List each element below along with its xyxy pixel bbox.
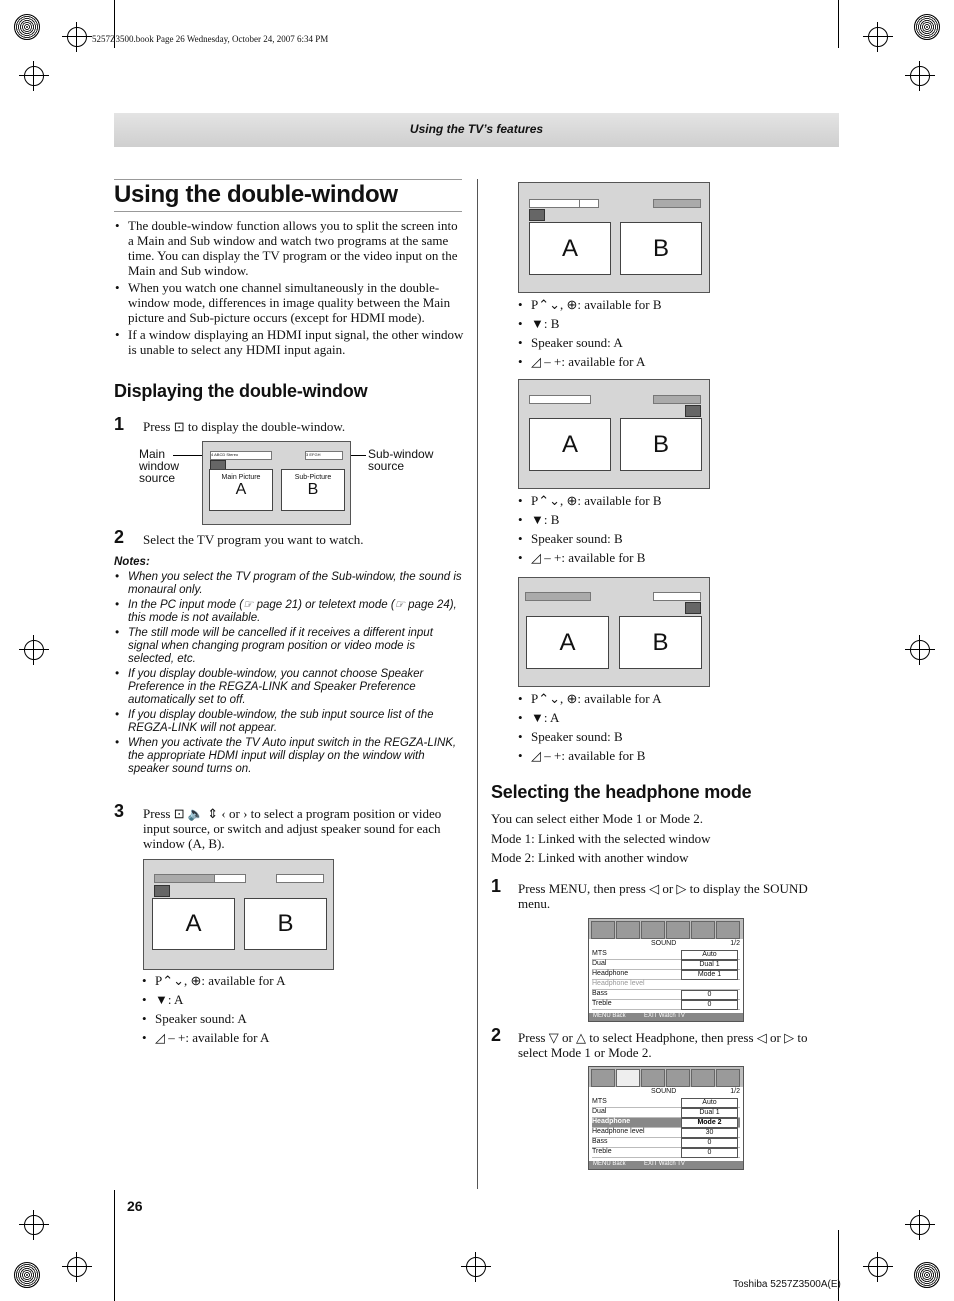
menu-icon-strip — [589, 919, 743, 939]
file-info-line: 5257Z3500.book Page 26 Wednesday, October 24, 2007 6:34 PM — [92, 34, 329, 44]
case-list — [517, 690, 837, 766]
menu-row[interactable]: Treble 0 — [592, 1148, 740, 1158]
page-title: Using the double-window — [114, 181, 398, 208]
main-source-bar — [154, 874, 216, 883]
case-item: • ▼: A — [141, 991, 461, 1008]
registration-disc — [14, 14, 40, 40]
case-list — [517, 296, 837, 372]
case-item: • P⌃⌄, ⊕: available for B — [517, 296, 837, 313]
step-number: 1 — [114, 414, 125, 434]
intro-item: • If a window displaying an HDMI input signal, the other window is unable to select any HDMI input again. — [114, 327, 464, 357]
menu-back-label[interactable]: MENU Back — [593, 1013, 626, 1019]
function-icon — [666, 921, 690, 939]
step-number: 1 — [491, 876, 502, 896]
window-b: B — [244, 898, 327, 950]
sound-icon — [616, 1069, 640, 1087]
notes-list — [114, 571, 464, 778]
step-text: Press ⊡ 🔈 ⇕ ‹ or › to select a program position or video input source, or switch and adjust speaker sound for each window (A, B). — [143, 806, 442, 851]
case-item: • ◿ – +: available for A — [141, 1029, 461, 1046]
intro-item: • When you watch one channel simultaneously in the double-window mode, differences in image quality between the Main picture and Sub-picture occurs (except for HDMI mode). — [114, 280, 464, 325]
speaker-icon — [154, 885, 170, 897]
sub-picture — [281, 469, 345, 511]
callout-main-source: Main window source — [139, 447, 180, 485]
registration-mark — [910, 66, 930, 86]
menu-footer — [589, 1161, 743, 1169]
step-text: Select the TV program you want to watch. — [143, 532, 364, 547]
registration-disc — [914, 14, 940, 40]
window-a: A — [526, 616, 609, 669]
menu-row[interactable]: Bass 0 — [592, 1138, 740, 1148]
title-rule-top — [114, 179, 462, 180]
registration-mark — [24, 1215, 44, 1235]
case-item: • ▼: A — [517, 709, 837, 726]
sub-picture-label: Sub-Picture — [294, 474, 332, 481]
headphone-intro: You can select either Mode 1 or Mode 2. — [491, 811, 704, 826]
registration-mark — [466, 1257, 486, 1277]
menu-row[interactable]: Treble 0 — [592, 1000, 740, 1010]
footer-text: Toshiba 5257Z3500A(E) — [733, 1279, 841, 1290]
mode1-text: Mode 1: Linked with the selected window — [491, 831, 711, 846]
sound-menu — [588, 918, 744, 1022]
menu-footer — [589, 1013, 743, 1021]
case-list — [517, 492, 837, 568]
menu-page: 1/2 — [730, 940, 740, 947]
case-item: • P⌃⌄, ⊕: available for A — [141, 972, 461, 989]
setup-icon — [641, 1069, 665, 1087]
step-text: Press MENU, then press ◁ or ▷ to display the SOUND menu. — [518, 881, 808, 911]
menu-row[interactable]: Dual Dual 1 — [592, 1108, 740, 1118]
case-item: • P⌃⌄, ⊕: available for A — [517, 690, 837, 707]
window-letter-b: B — [307, 481, 319, 498]
note-item: • If you display double-window, the sub input source list of the REGZA-LINK will not appear. — [114, 709, 464, 735]
function-icon — [666, 1069, 690, 1087]
crop-line — [838, 0, 839, 48]
window-b: B — [620, 418, 702, 471]
step-text: Press ⊡ to display the double-window. — [143, 419, 346, 434]
crop-line — [114, 1190, 115, 1301]
registration-mark — [67, 27, 87, 47]
window-b: B — [620, 222, 702, 275]
sub-source-bar: 3 EFGH — [305, 451, 343, 460]
sound-menu — [588, 1066, 744, 1170]
case-item: • Speaker sound: A — [141, 1010, 461, 1027]
menu-row[interactable]: Dual Dual 1 — [592, 960, 740, 970]
picture-icon — [591, 921, 615, 939]
menu-row[interactable]: Bass 0 — [592, 990, 740, 1000]
note-item: • If you display double-window, you cannot choose Speaker Preference in the REGZA-LINK and Speaker Preference automatically set to off. — [114, 668, 464, 707]
notes-title: Notes: — [114, 556, 150, 568]
timer-icon — [691, 921, 715, 939]
main-picture-label: Main Picture — [221, 474, 261, 481]
speaker-icon — [685, 405, 701, 417]
title-rule-bottom — [114, 211, 462, 212]
window-a: A — [152, 898, 235, 950]
case-screen — [518, 379, 710, 489]
window-a: A — [529, 418, 611, 471]
picture-icon — [591, 1069, 615, 1087]
audio-bar — [214, 874, 246, 883]
speaker-icon — [529, 209, 545, 221]
sound-icon — [616, 921, 640, 939]
registration-mark — [868, 1257, 888, 1277]
registration-mark — [868, 27, 888, 47]
case-item: • ▼: B — [517, 511, 837, 528]
callout-sub-source: Sub-window source — [368, 447, 434, 473]
registration-mark — [67, 1257, 87, 1277]
sub-source-bar — [653, 592, 701, 601]
registration-mark — [910, 640, 930, 660]
sub-source-bar — [276, 874, 324, 883]
case-screen — [518, 577, 710, 687]
step-number: 2 — [491, 1025, 502, 1045]
step-text: Press ▽ or △ to select Headphone, then press ◁ or ▷ to select Mode 1 or Mode 2. — [518, 1030, 808, 1060]
intro-list — [114, 218, 464, 359]
menu-row[interactable]: MTS Auto — [592, 950, 740, 960]
main-source-bar — [529, 395, 591, 404]
case-screen — [518, 182, 710, 293]
sub-source-bar — [653, 395, 701, 404]
registration-disc — [914, 1262, 940, 1288]
timer-icon — [691, 1069, 715, 1087]
step-number: 2 — [114, 527, 125, 547]
section-title-headphone: Selecting the headphone mode — [491, 782, 752, 802]
case-item: • Speaker sound: B — [517, 530, 837, 547]
crop-line — [838, 1230, 839, 1301]
registration-mark — [24, 66, 44, 86]
menu-exit-label[interactable]: EXIT Watch TV — [644, 1161, 685, 1167]
running-header — [114, 113, 839, 147]
page-number: 26 — [127, 1198, 143, 1214]
menu-row-selected[interactable]: Headphone Mode 2 — [592, 1118, 740, 1128]
intro-item: • The double-window function allows you to split the screen into a Main and Sub window and watch two programs at the same time. You can display the TV program or the video input on the Main and Sub window. — [114, 218, 464, 278]
note-item: • The still mode will be cancelled if it receives a different input signal when changing program position or video mode is selected, etc. — [114, 627, 464, 666]
note-item: • When you select the TV program of the Sub-window, the sound is monaural only. — [114, 571, 464, 597]
case-item: • Speaker sound: B — [517, 728, 837, 745]
window-b: B — [619, 616, 702, 669]
menu-row[interactable]: Headphone Mode 1 — [592, 970, 740, 980]
main-picture — [209, 469, 273, 511]
menu-title: SOUND — [651, 1088, 677, 1095]
menu-row: Headphone level — [592, 980, 740, 990]
speaker-icon — [685, 602, 701, 614]
menu-row[interactable]: Headphone level 30 — [592, 1128, 740, 1138]
menu-exit-label[interactable]: EXIT Watch TV — [644, 1013, 685, 1019]
tools-icon — [716, 921, 740, 939]
case-item: • Speaker sound: A — [517, 334, 837, 351]
case-list — [141, 972, 461, 1048]
note-item: • When you activate the TV Auto input switch in the REGZA-LINK, the appropriate HDMI input will display on the window with speaker sound turns on. — [114, 737, 464, 776]
registration-mark — [24, 640, 44, 660]
case-item: • ◿ – +: available for A — [517, 353, 837, 370]
step-number: 3 — [114, 801, 125, 821]
menu-row[interactable]: MTS Auto — [592, 1098, 740, 1108]
case-item: • ◿ – +: available for B — [517, 549, 837, 566]
setup-icon — [641, 921, 665, 939]
case-item: • ▼: B — [517, 315, 837, 332]
tools-icon — [716, 1069, 740, 1087]
sub-source-bar — [653, 199, 701, 208]
column-divider — [477, 179, 478, 1189]
menu-back-label[interactable]: MENU Back — [593, 1161, 626, 1167]
registration-disc — [14, 1262, 40, 1288]
menu-title: SOUND — [651, 940, 677, 947]
note-item: • In the PC input mode (☞ page 21) or teletext mode (☞ page 24), this mode is not available. — [114, 599, 464, 625]
section-title-display: Displaying the double-window — [114, 381, 368, 401]
case-screen — [143, 859, 334, 970]
main-source-bar: 4 ABCD Stereo — [210, 451, 272, 460]
window-letter-a: A — [235, 481, 247, 498]
case-item: • ◿ – +: available for B — [517, 747, 837, 764]
main-source-bar — [525, 592, 591, 601]
mode2-text: Mode 2: Linked with another window — [491, 850, 689, 865]
registration-mark — [910, 1215, 930, 1235]
audio-bar — [579, 199, 599, 208]
menu-icon-strip — [589, 1067, 743, 1087]
case-item: • P⌃⌄, ⊕: available for B — [517, 492, 837, 509]
double-window-diagram — [202, 441, 351, 525]
menu-page: 1/2 — [730, 1088, 740, 1095]
running-header-text: Using the TV’s features — [409, 122, 544, 136]
window-a: A — [529, 222, 611, 275]
